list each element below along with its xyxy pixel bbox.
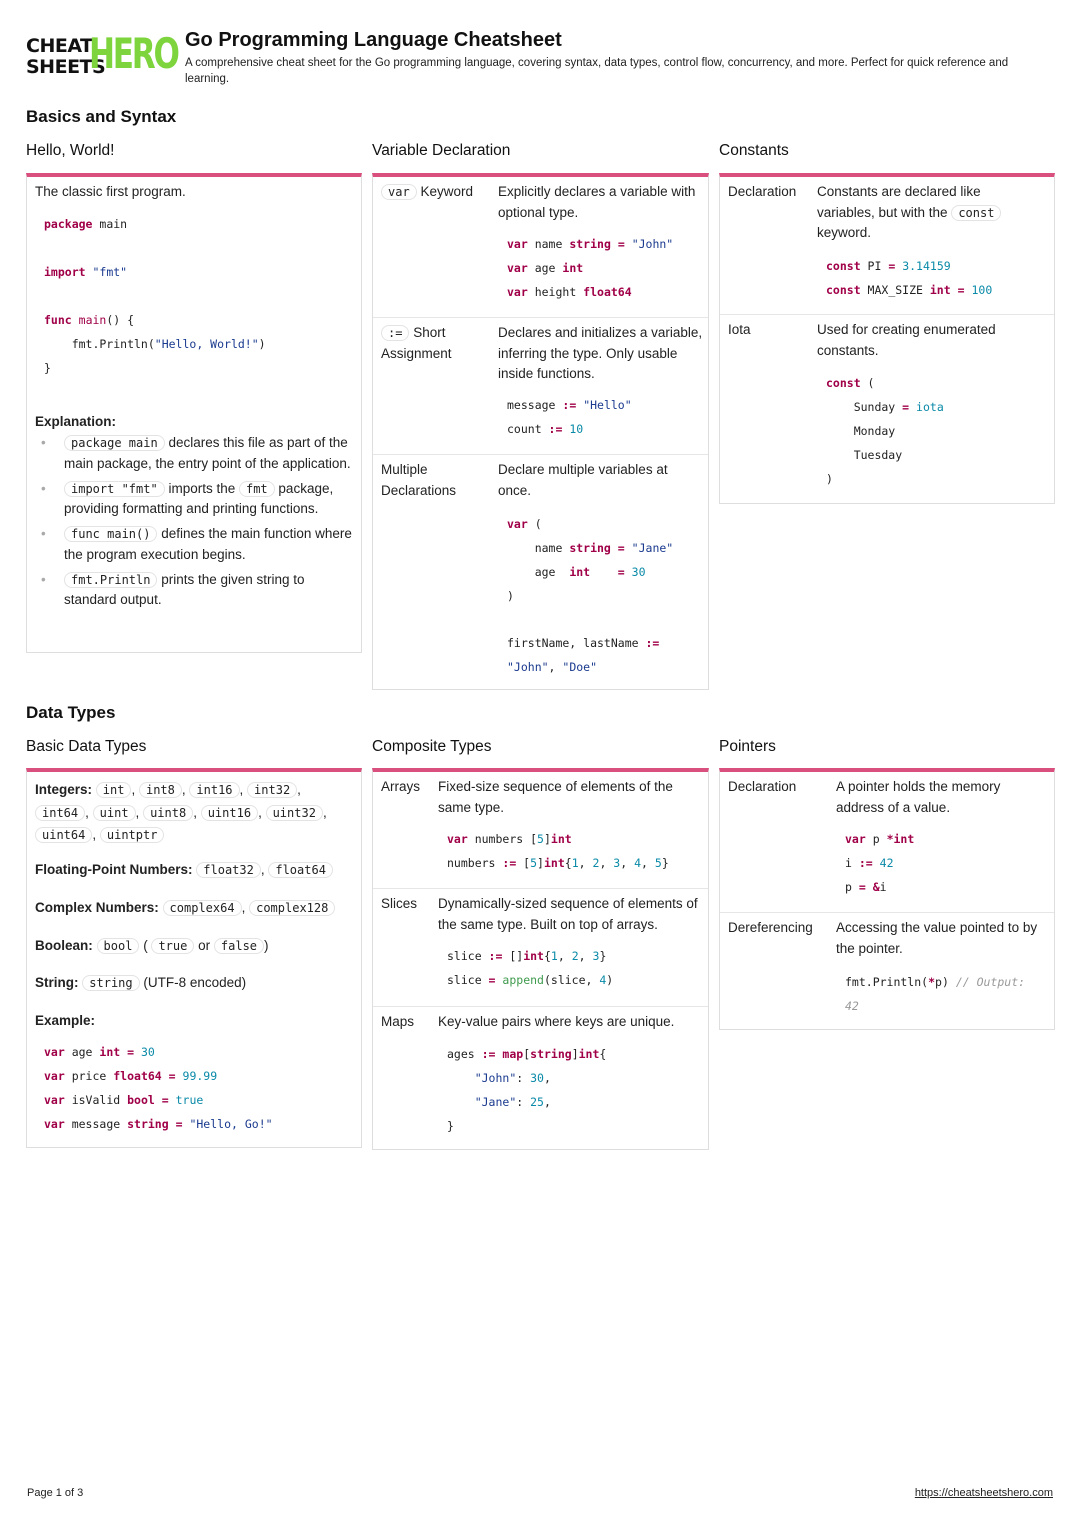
floats-line: Floating-Point Numbers: float32 , float64 xyxy=(35,860,333,881)
list-item: • fmt.Println prints the given string to standard output. xyxy=(35,570,355,611)
const-decl-desc: Constants are declared like variables, but with the const keyword. xyxy=(817,182,1042,244)
card-title-hello: Hello, World! xyxy=(26,142,115,159)
maps-code: ages := map[string]int{ "John": 30, "Jane": 25, } xyxy=(447,1047,607,1133)
deref-label: Dereferencing xyxy=(728,920,813,935)
hello-intro: The classic first program. xyxy=(35,184,186,199)
list-item: • package main declares this file as part of the main package, the entry point of the application. xyxy=(35,433,355,474)
pointer-decl-label: Declaration xyxy=(728,779,797,794)
table-row xyxy=(720,913,1054,1030)
iota-desc: Used for creating enumerated constants. xyxy=(817,322,996,358)
arrays-desc: Fixed-size sequence of elements of the same type. xyxy=(438,779,673,815)
const-decl-label: Declaration xyxy=(728,184,797,199)
card-title-pointers: Pointers xyxy=(719,738,776,755)
card-title-composite: Composite Types xyxy=(372,738,492,755)
table-row xyxy=(720,772,1054,913)
explanation-label: Explanation: xyxy=(35,414,117,429)
arrays-label: Arrays xyxy=(381,779,421,794)
slices-desc: Dynamically-sized sequence of elements of the same type. Built on top of arrays. xyxy=(438,896,698,932)
var-keyword-label: var Keyword xyxy=(381,182,491,203)
table-row xyxy=(373,889,708,1007)
list-item: • import "fmt" imports the fmt package, providing formatting and printing functions. xyxy=(35,479,355,520)
const-decl-code: const PI = 3.14159 const MAX_SIZE int = 100 xyxy=(826,259,993,297)
table-row xyxy=(373,177,708,318)
short-assignment-label: := Short Assignment xyxy=(381,325,452,361)
table-row xyxy=(373,772,708,889)
slices-label: Slices xyxy=(381,896,418,911)
deref-code: fmt.Println(*p) // Output: 42 xyxy=(845,975,1026,1013)
card-pointers xyxy=(719,768,1055,1030)
boolean-line: Boolean: bool ( true or false ) xyxy=(35,938,269,953)
string-line: String: string (UTF-8 encoded) xyxy=(35,975,247,990)
var-keyword-desc: Explicitly declares a variable with optional type. xyxy=(498,184,696,220)
logo-text: CHEAT SHEETS xyxy=(26,35,106,78)
multi-decl-label: Multiple Declarations xyxy=(381,462,457,498)
list-item: • func main() defines the main function where the program execution begins. xyxy=(35,524,355,565)
table-row xyxy=(373,455,708,690)
site-link[interactable]: https://cheatsheetshero.com xyxy=(914,1487,1053,1499)
multi-decl-code: var ( name string = "Jane" age int = 30 ) firstName, lastName := "John", "Doe" xyxy=(507,517,674,674)
page-title: Go Programming Language Cheatsheet xyxy=(185,29,562,51)
basic-types-code: var age int = 30 var price float64 = 99.99 var isValid bool = true var message string = "Hello, Go!" xyxy=(44,1045,273,1131)
hello-code: package main import "fmt" func main() { fmt.Println("Hello, World!") } xyxy=(44,217,266,375)
deref-desc: Accessing the value pointed to by the pointer. xyxy=(836,920,1038,956)
short-assignment-desc: Declares and initializes a variable, inferring the type. Only usable inside functions. xyxy=(498,325,703,381)
iota-label: Iota xyxy=(728,322,751,337)
short-assignment-code: message := "Hello" count := 10 xyxy=(507,398,632,436)
card-title-constants: Constants xyxy=(719,142,789,159)
card-title-basic-types: Basic Data Types xyxy=(26,738,147,755)
page-number: Page 1 of 3 xyxy=(27,1487,84,1499)
table-row xyxy=(720,177,1054,315)
maps-label: Maps xyxy=(381,1014,415,1029)
pointer-decl-desc: A pointer holds the memory address of a value. xyxy=(836,779,1001,815)
integers-line: Integers: int , int8 , int16 , int32 , int64 , uint , uint8 , uint16 , uint32 , uint64 , uintptr xyxy=(35,782,327,842)
iota-code: const ( Sunday = iota Monday Tuesday ) xyxy=(826,376,944,486)
card-vardecl xyxy=(372,173,709,690)
logo-hero: HERO xyxy=(89,29,178,78)
card-hello xyxy=(26,173,362,653)
card-title-vardecl: Variable Declaration xyxy=(372,142,511,159)
maps-desc: Key-value pairs where keys are unique. xyxy=(438,1014,675,1029)
pointer-decl-code: var p *int i := 42 p = &i xyxy=(845,832,915,894)
table-row xyxy=(720,315,1054,504)
section-title-basics: Basics and Syntax xyxy=(26,107,177,126)
var-keyword-code: var name string = "John" var age int var height float64 xyxy=(507,237,674,299)
explanation-list xyxy=(35,433,355,615)
multi-decl-desc: Declare multiple variables at once. xyxy=(498,462,668,498)
logo[interactable] xyxy=(26,29,178,80)
slices-code: slice := []int{1, 2, 3} slice = append(slice, 4) xyxy=(447,949,614,987)
card-constants xyxy=(719,173,1055,504)
complex-line: Complex Numbers: complex64 , complex128 xyxy=(35,898,335,919)
example-label: Example: xyxy=(35,1013,96,1028)
page-description: A comprehensive cheat sheet for the Go programming language, covering syntax, data types, control flow, concurrency, and more. Perfect for quick reference and learning. xyxy=(185,57,1009,85)
table-row xyxy=(373,318,708,455)
card-basic-types xyxy=(26,768,362,1148)
card-composite xyxy=(372,768,709,1150)
table-row xyxy=(373,1007,708,1150)
section-title-data-types: Data Types xyxy=(26,703,116,722)
arrays-code: var numbers [5]int numbers := [5]int{1, 2, 3, 4, 5} xyxy=(447,832,669,870)
